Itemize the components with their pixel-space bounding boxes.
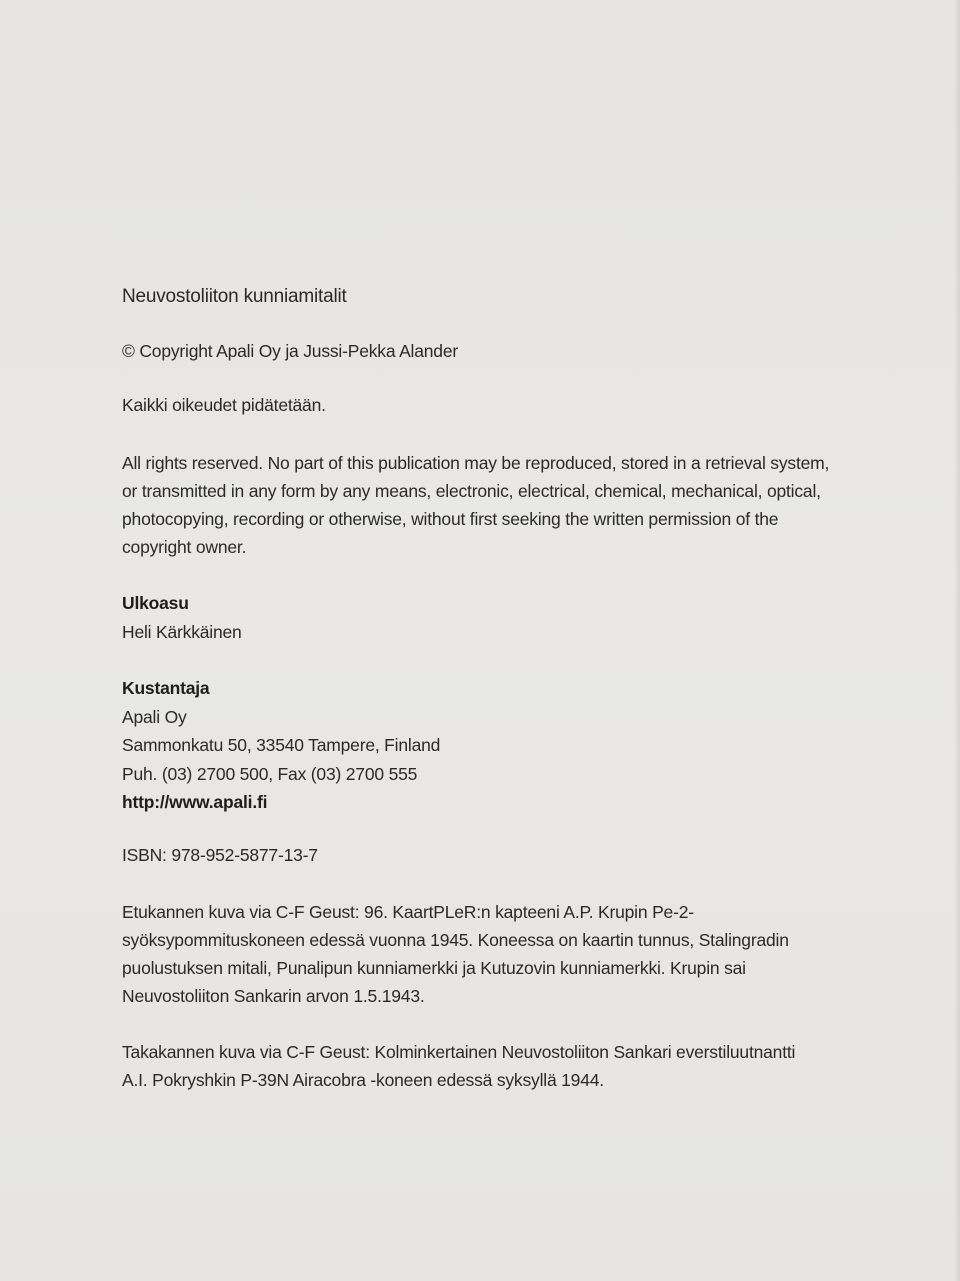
layout-credit xyxy=(122,589,822,646)
rights-en-line: photocopying, recording or otherwise, without first seeking the written permission of the xyxy=(122,509,779,529)
publisher-name: Apali Oy xyxy=(122,706,187,727)
publisher-block xyxy=(122,674,822,817)
rights-en-line: or transmitted in any form by any means, electronic, electrical, chemical, mechanical, optical, xyxy=(122,481,821,501)
layout-designer: Heli Kärkkäinen xyxy=(122,621,242,642)
publisher-address: Sammonkatu 50, 33540 Tampere, Finland xyxy=(122,735,441,755)
page-edge-shadow xyxy=(954,0,960,1281)
front-cover-credit xyxy=(122,898,822,1010)
publisher-heading: Kustantaja xyxy=(122,678,210,698)
rights-reserved-fi: Kaikki oikeudet pidätetään. xyxy=(122,395,326,415)
copyright-line: © Copyright Apali Oy ja Jussi-Pekka Alander xyxy=(122,341,458,361)
front-cover-line: puolustuksen mitali, Punalipun kunniamerkki ja Kutuzovin kunniamerkki. Krupin sai xyxy=(122,957,746,978)
back-cover-line: A.I. Pokryshkin P-39N Airacobra -koneen edessä syksyllä 1944. xyxy=(122,1069,604,1090)
front-cover-line: Etukannen kuva via C-F Geust: 96. KaartPLeR:n kapteeni A.P. Krupin Pe-2- xyxy=(122,901,694,922)
front-cover-line: Neuvostoliiton Sankarin arvon 1.5.1943. xyxy=(122,985,425,1006)
book-title: Neuvostoliiton kunniamitalit xyxy=(122,286,347,307)
isbn: ISBN: 978-952-5877-13-7 xyxy=(122,844,318,865)
rights-reserved-en xyxy=(122,449,830,561)
publisher-url: http://www.apali.fi xyxy=(122,792,268,812)
layout-heading: Ulkoasu xyxy=(122,593,189,613)
publisher-phone-fax: Puh. (03) 2700 500, Fax (03) 2700 555 xyxy=(122,763,418,784)
rights-en-line: All rights reserved. No part of this publication may be reproduced, stored in a retrieval system, xyxy=(122,453,830,473)
front-cover-line: syöksypommituskoneen edessä vuonna 1945. Koneessa on kaartin tunnus, Stalingradin xyxy=(122,929,789,950)
back-cover-line: Takakannen kuva via C-F Geust: Kolminkertainen Neuvostoliiton Sankari everstiluutnantti xyxy=(122,1041,796,1062)
rights-en-line: copyright owner. xyxy=(122,537,247,557)
back-cover-credit xyxy=(122,1038,822,1094)
imprint-content xyxy=(122,286,830,1122)
